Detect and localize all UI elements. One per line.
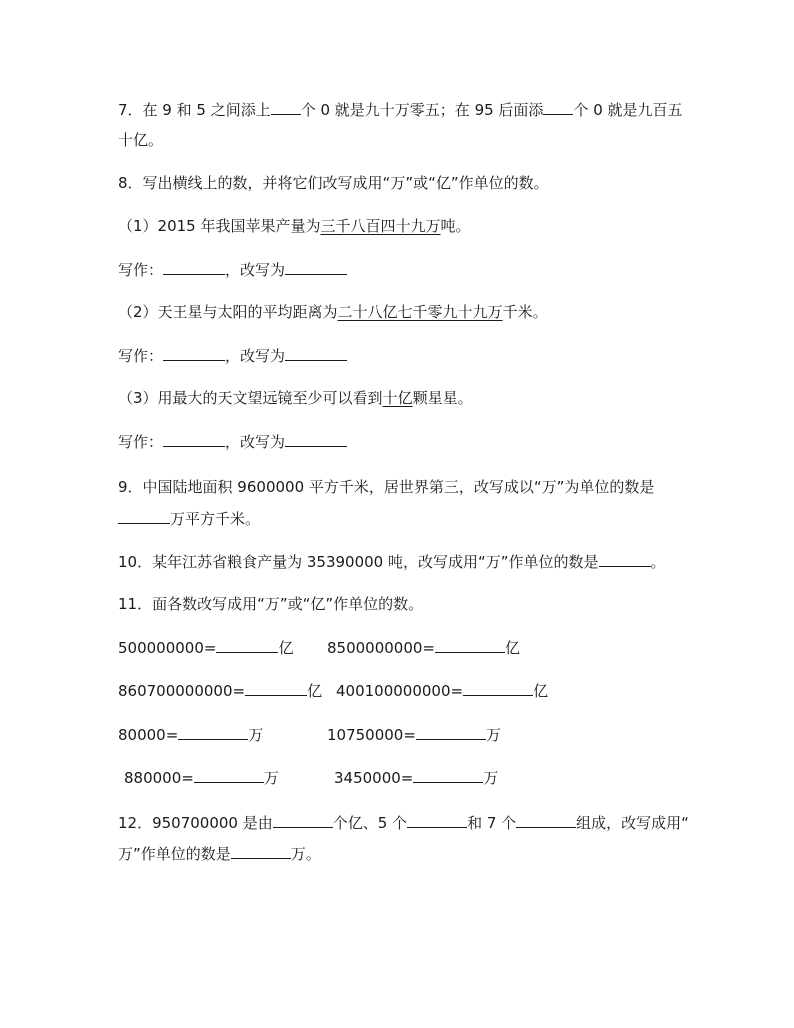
- q7-text-d: 十亿。: [118, 131, 164, 149]
- rewrite-label: ，改写为: [225, 433, 286, 451]
- q11-item: [118, 637, 293, 658]
- q8-item-3-post: 颗星星。: [412, 389, 473, 407]
- q7-line-1: [118, 99, 683, 120]
- q11-item: [118, 680, 322, 701]
- q12-text-b: 个亿、5 个: [332, 814, 408, 832]
- q8-item-3-pre: （3）用最大的天文望远镜至少可以看到: [118, 389, 383, 407]
- q11-expr: 80000=: [118, 726, 179, 744]
- q11-expr: 10750000=: [327, 726, 416, 744]
- q11-expr: 880000=: [124, 769, 194, 787]
- q11-title: 11．面各数改写成用“万”或“亿”作单位的数。: [118, 595, 424, 613]
- q11-unit: 万: [485, 726, 501, 744]
- write-blank-1[interactable]: [163, 259, 225, 275]
- rewrite-blank-3[interactable]: [285, 431, 347, 447]
- q8-title: 8．写出横线上的数，并将它们改写成用“万”或“亿”作单位的数。: [118, 174, 549, 192]
- q7-text-b: 个 0 就是九十万零五；在 95 后面添: [300, 101, 544, 119]
- q11-item: [334, 767, 498, 788]
- q11-expr: 500000000=: [118, 639, 217, 657]
- q8-item-1-underlined: 三千八百四十九万: [320, 217, 441, 235]
- q11-blank[interactable]: [245, 680, 307, 696]
- q11-blank[interactable]: [194, 767, 264, 783]
- q8-answer-row-3: [118, 431, 347, 452]
- q11-blank[interactable]: [216, 637, 278, 653]
- q9-text-post: 万平方千米。: [170, 510, 261, 528]
- q8-item-1-pre: （1）2015 年我国苹果产量为: [118, 217, 321, 235]
- q11-expr: 860700000000=: [118, 682, 246, 700]
- q12-blank-1[interactable]: [273, 812, 333, 828]
- q10-blank[interactable]: [599, 551, 651, 567]
- q11-expr: 400100000000=: [336, 682, 464, 700]
- q9-line-1: 9．中国陆地面积 9600000 平方千米，居世界第三，改写成以“万”为单位的数是: [118, 478, 655, 496]
- q12-text-c: 和 7 个: [467, 814, 517, 832]
- q8-item-3: [118, 388, 473, 408]
- q12-blank-2[interactable]: [407, 812, 467, 828]
- q7-text-c: 个 0 就是九百五: [573, 101, 683, 119]
- q8-item-1-post: 吨。: [440, 217, 471, 235]
- q8-item-1: [118, 216, 471, 236]
- q11-item: [327, 724, 501, 745]
- q11-item: [336, 680, 548, 701]
- write-label: 写作：: [118, 261, 164, 279]
- write-blank-3[interactable]: [163, 431, 225, 447]
- q11-unit: 亿: [278, 639, 294, 657]
- q12-text-a: 12．950700000 是由: [118, 814, 273, 832]
- q10-text-pre: 10．某年江苏省粮食产量为 35390000 吨，改写成用“万”作单位的数是: [118, 553, 599, 571]
- q7-text-a: 7．在 9 和 5 之间添上: [118, 101, 271, 119]
- q11-unit: 亿: [307, 682, 323, 700]
- rewrite-blank-1[interactable]: [285, 259, 347, 275]
- q11-unit: 万: [483, 769, 499, 787]
- q7-blank-2[interactable]: [543, 99, 573, 115]
- rewrite-blank-2[interactable]: [285, 345, 347, 361]
- q11-unit: 万: [263, 769, 279, 787]
- q11-item: [327, 637, 520, 658]
- q12-text-e: 万”作单位的数是: [118, 845, 231, 863]
- q8-answer-row-1: [118, 259, 347, 280]
- q11-item: [118, 724, 263, 745]
- q8-item-2-post: 千米。: [502, 303, 548, 321]
- q9-line-2: [118, 508, 260, 529]
- q12-line-2: [118, 843, 321, 864]
- q7-blank-1[interactable]: [271, 99, 301, 115]
- q11-unit: 亿: [533, 682, 549, 700]
- q9-blank[interactable]: [118, 508, 170, 524]
- q8-item-2-underlined: 二十八亿七千零九十九万: [337, 303, 503, 321]
- rewrite-label: ，改写为: [225, 347, 286, 365]
- q11-blank[interactable]: [463, 680, 533, 696]
- q10-text-post: 。: [650, 553, 666, 571]
- q11-item: [124, 767, 279, 788]
- q8-item-2: [118, 302, 548, 322]
- q12-text-d: 组成，改写成用“: [576, 814, 689, 832]
- q11-unit: 亿: [505, 639, 521, 657]
- q12-line-1: [118, 812, 689, 833]
- q12-blank-3[interactable]: [516, 812, 576, 828]
- q11-blank[interactable]: [178, 724, 248, 740]
- q8-item-3-underlined: 十亿: [382, 389, 413, 407]
- q12-blank-4[interactable]: [231, 843, 291, 859]
- q11-expr: 3450000=: [334, 769, 414, 787]
- q12-text-f: 万。: [290, 845, 321, 863]
- write-blank-2[interactable]: [163, 345, 225, 361]
- write-label: 写作：: [118, 433, 164, 451]
- q11-blank[interactable]: [435, 637, 505, 653]
- q8-item-2-pre: （2）天王星与太阳的平均距离为: [118, 303, 338, 321]
- q7-line-2: [118, 130, 163, 150]
- q11-expr: 8500000000=: [327, 639, 436, 657]
- write-label: 写作：: [118, 347, 164, 365]
- q10-line: [118, 551, 666, 572]
- q11-blank[interactable]: [416, 724, 486, 740]
- q11-blank[interactable]: [413, 767, 483, 783]
- rewrite-label: ，改写为: [225, 261, 286, 279]
- q11-unit: 万: [248, 726, 264, 744]
- q8-answer-row-2: [118, 345, 347, 366]
